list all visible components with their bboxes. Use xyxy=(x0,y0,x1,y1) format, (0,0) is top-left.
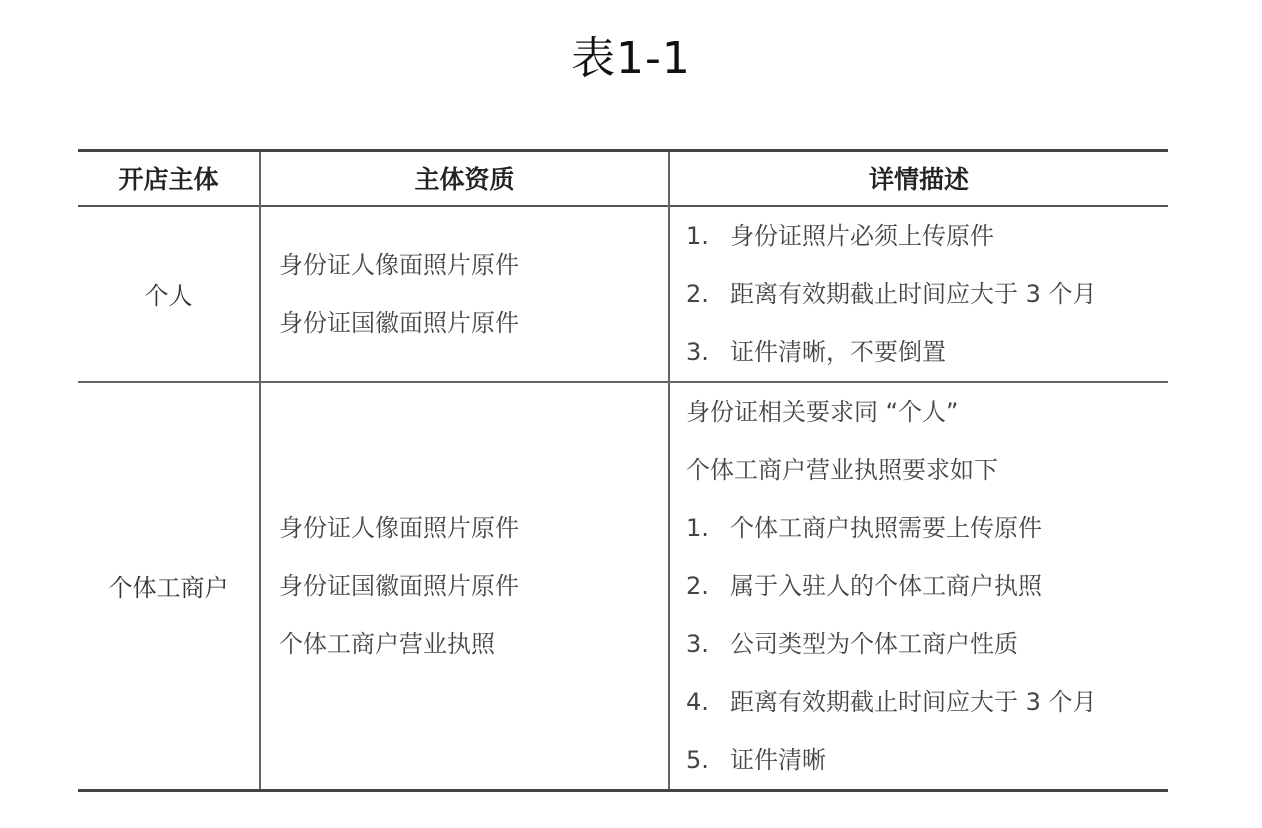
detail-number: 2. xyxy=(686,571,709,600)
detail-item xyxy=(686,265,1168,323)
detail-number: 2. xyxy=(686,279,709,308)
detail-item xyxy=(686,673,1168,731)
detail-text: 距离有效期截止时间应大于 3 个月 xyxy=(730,279,1097,308)
detail-item xyxy=(686,499,1168,557)
detail-cell xyxy=(669,206,1168,382)
table-title: 表1-1 xyxy=(571,33,691,84)
table-row-sole-proprietor xyxy=(78,382,1168,791)
detail-text: 距离有效期截止时间应大于 3 个月 xyxy=(730,687,1097,716)
detail-item xyxy=(686,323,1168,381)
detail-number: 3. xyxy=(686,629,709,658)
detail-cell xyxy=(669,382,1168,791)
detail-text: 身份证照片必须上传原件 xyxy=(730,221,994,250)
header-qualification: 主体资质 xyxy=(260,151,669,206)
entity-cell: 个体工商户 xyxy=(78,382,260,791)
qualification-item: 身份证国徽面照片原件 xyxy=(279,571,519,600)
detail-number: 1. xyxy=(686,513,709,542)
detail-item xyxy=(686,615,1168,673)
qualification-item: 身份证国徽面照片原件 xyxy=(279,308,519,337)
detail-text: 属于入驻人的个体工商户执照 xyxy=(730,571,1042,600)
table-row-individual xyxy=(78,206,1168,382)
qualification-item: 身份证人像面照片原件 xyxy=(279,513,519,542)
qualification-item: 身份证人像面照片原件 xyxy=(279,250,519,279)
entity-cell: 个人 xyxy=(78,206,260,382)
detail-number: 4. xyxy=(686,687,709,716)
detail-text: 个体工商户执照需要上传原件 xyxy=(730,513,1042,542)
header-entity: 开店主体 xyxy=(78,151,260,206)
detail-text: 公司类型为个体工商户性质 xyxy=(730,629,1018,658)
detail-number: 5. xyxy=(686,745,709,774)
detail-item xyxy=(686,207,1168,265)
detail-item: 身份证相关要求同 “个人” xyxy=(686,397,959,426)
header-detail: 详情描述 xyxy=(868,165,969,195)
qualification-cell xyxy=(260,382,669,791)
detail-item xyxy=(686,557,1168,615)
detail-number: 3. xyxy=(686,337,709,366)
qualification-cell xyxy=(260,206,669,382)
table-header-row xyxy=(78,151,1168,206)
detail-text: 证件清晰，不要倒置 xyxy=(730,337,946,366)
requirements-table xyxy=(78,149,1168,792)
detail-text: 证件清晰 xyxy=(730,745,826,774)
qualification-item: 个体工商户营业执照 xyxy=(279,629,495,658)
detail-item: 个体工商户营业执照要求如下 xyxy=(686,455,998,484)
detail-item xyxy=(686,731,1168,789)
detail-number: 1. xyxy=(686,221,709,250)
